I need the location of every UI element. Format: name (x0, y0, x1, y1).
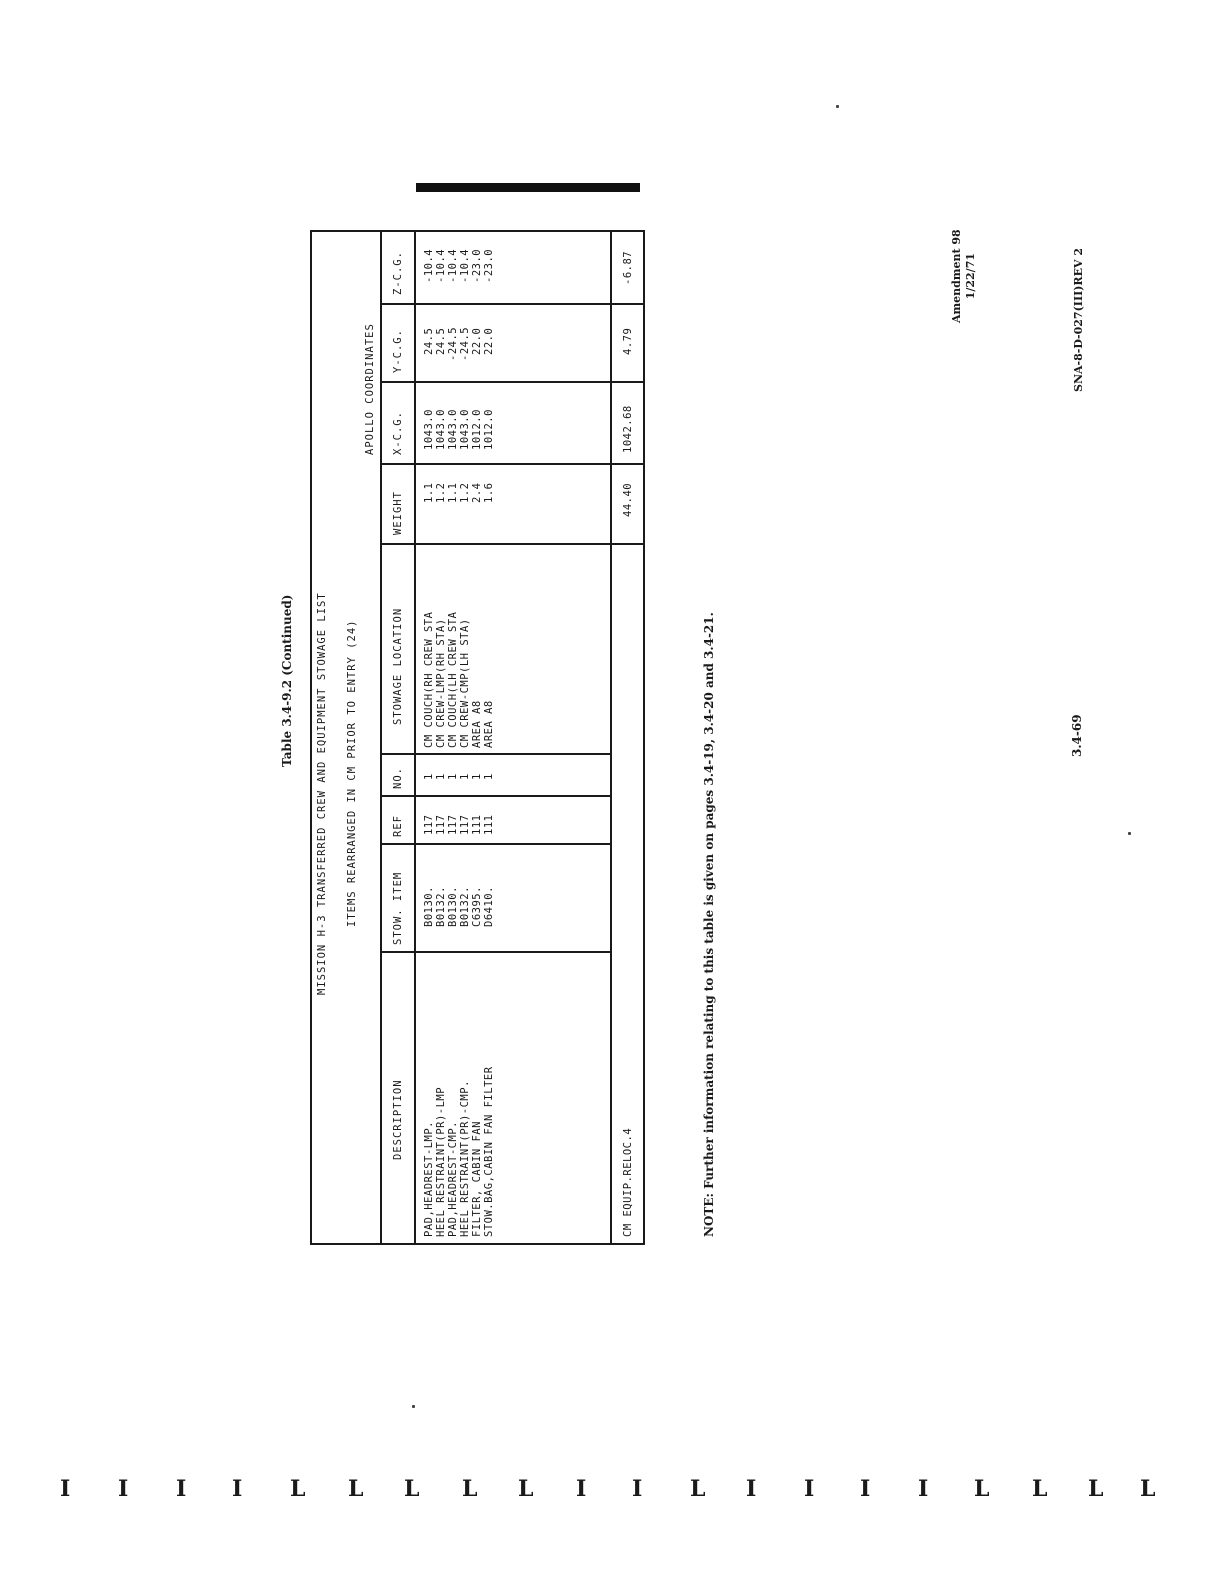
cell-no: 1 (483, 773, 495, 780)
cell-z-cg: -10.4 (423, 248, 435, 283)
cell-y-cg: 24.5 (435, 327, 447, 355)
cell-location: CM COUCH(LH CREW STA (447, 611, 459, 748)
table-note: NOTE: Further information relating to this table is given on pages 3.4-19, 3.4-20 and 3.4-21. (702, 612, 716, 1237)
cell-location: CM CREW-CMP(LH STA) (459, 618, 471, 748)
cell-y-cg: -24.5 (459, 326, 471, 361)
cell-description: STOW.BAG,CABIN FAN FILTER (483, 1066, 495, 1237)
registration-mark: L (462, 1476, 478, 1502)
apollo-coordinates-heading: APOLLO COORDINATES (364, 323, 376, 455)
registration-mark: L (1140, 1476, 1156, 1502)
cell-x-cg: 1012.0 (483, 409, 495, 450)
cell-location: AREA A8 (471, 700, 483, 748)
registration-mark: L (290, 1476, 306, 1502)
cell-weight: 1.1 (423, 482, 435, 503)
col-header-y-cg: Y-C.G. (392, 329, 404, 373)
cell-ref: 117 (435, 814, 447, 835)
cell-description: PAD,HEADREST-CMP. (447, 1121, 459, 1237)
cell-z-cg: -10.4 (435, 248, 447, 283)
cell-z-cg: -23.0 (471, 248, 483, 283)
cell-x-cg: 1012.0 (471, 409, 483, 450)
cell-description: PAD,HEADREST-LMP. (423, 1121, 435, 1237)
cell-weight: 1.1 (447, 482, 459, 503)
scan-speck (1128, 832, 1131, 835)
document-id: SNA-8-D-027(III)REV 2 (1072, 248, 1085, 392)
cell-z-cg: -23.0 (483, 248, 495, 283)
cell-ref: 117 (423, 814, 435, 835)
col-header-ref: REF (392, 815, 404, 837)
cell-z-cg: -10.4 (447, 248, 459, 283)
total-y-cg: 4.79 (622, 327, 634, 355)
cell-no: 1 (447, 773, 459, 780)
scan-speck (412, 1405, 415, 1408)
registration-mark: I (918, 1476, 929, 1502)
scan-speck (836, 105, 839, 108)
cell-x-cg: 1043.0 (435, 409, 447, 450)
cell-description: HEEL RESTRAINT(PR)-LMP (435, 1086, 447, 1237)
col-header-stow-item: STOW. ITEM (392, 871, 404, 945)
registration-mark: L (690, 1476, 706, 1502)
table-subtitle: ITEMS REARRANGED IN CM PRIOR TO ENTRY (24) (346, 619, 358, 927)
col-header-z-cg: Z-C.G. (392, 251, 404, 295)
cell-stow-item: B0132. (459, 886, 471, 927)
registration-mark: I (176, 1476, 187, 1502)
registration-mark: I (118, 1476, 129, 1502)
cell-location: CM CREW-LMP(RH STA) (435, 618, 447, 748)
col-sep (380, 543, 645, 545)
registration-mark: L (348, 1476, 364, 1502)
col-sep (380, 753, 610, 755)
cell-ref: 111 (483, 814, 495, 835)
cell-y-cg: 22.0 (483, 327, 495, 355)
col-header-no: NO. (392, 767, 404, 789)
registration-mark: I (746, 1476, 757, 1502)
cell-ref: 111 (471, 814, 483, 835)
table-title: MISSION H-3 TRANSFERRED CREW AND EQUIPMENT STOWAGE LIST (316, 592, 328, 995)
registration-mark: L (404, 1476, 420, 1502)
registration-mark: L (1088, 1476, 1104, 1502)
col-header-x-cg: X-C.G. (392, 411, 404, 455)
cell-stow-item: B0132. (435, 886, 447, 927)
cell-ref: 117 (447, 814, 459, 835)
col-header-stowage-location: STOWAGE LOCATION (392, 607, 404, 725)
registration-mark: I (860, 1476, 871, 1502)
cell-description: HEEL RESTRAINT(PR)-CMP. (459, 1080, 471, 1237)
cell-stow-item: B0130. (423, 886, 435, 927)
cell-location: CM COUCH(RH CREW STA (423, 611, 435, 748)
cell-stow-item: D6410. (483, 886, 495, 927)
cell-ref: 117 (459, 814, 471, 835)
registration-mark: I (804, 1476, 815, 1502)
cell-weight: 1.2 (459, 482, 471, 503)
registration-mark: L (518, 1476, 534, 1502)
registration-mark: I (576, 1476, 587, 1502)
cell-no: 1 (459, 773, 471, 780)
total-z-cg: -6.87 (622, 250, 634, 285)
amendment-header (950, 229, 978, 323)
registration-mark: L (974, 1476, 990, 1502)
col-sep (380, 303, 645, 305)
registration-mark: L (1032, 1476, 1048, 1502)
stowage-table (310, 230, 645, 1245)
total-weight: 44.40 (622, 482, 634, 517)
cell-weight: 1.2 (435, 482, 447, 503)
amendment-date: 1/22/71 (964, 252, 977, 300)
col-sep (380, 795, 610, 797)
total-label: CM EQUIP.RELOC.4 (622, 1127, 634, 1237)
cell-weight: 2.4 (471, 482, 483, 503)
table-caption: Table 3.4-9.2 (Continued) (280, 594, 294, 767)
cell-no: 1 (423, 773, 435, 780)
cell-z-cg: -10.4 (459, 248, 471, 283)
cell-y-cg: -24.5 (447, 326, 459, 361)
page-number: 3.4-69 (1070, 714, 1084, 757)
cell-x-cg: 1043.0 (459, 409, 471, 450)
black-bar-marking (416, 183, 640, 192)
registration-mark: I (632, 1476, 643, 1502)
cell-y-cg: 22.0 (471, 327, 483, 355)
col-header-description: DESCRIPTION (392, 1079, 404, 1160)
col-sep (380, 463, 645, 465)
col-header-weight: WEIGHT (392, 491, 404, 535)
col-sep (380, 951, 610, 953)
cell-no: 1 (471, 773, 483, 780)
cell-x-cg: 1043.0 (447, 409, 459, 450)
cell-y-cg: 24.5 (423, 327, 435, 355)
margin-registration-marks (60, 1478, 1160, 1502)
col-sep (380, 381, 645, 383)
total-x-cg: 1042.68 (622, 405, 634, 453)
cell-description: FILTER, CABIN FAN (471, 1121, 483, 1237)
cell-stow-item: C6395. (471, 886, 483, 927)
cell-x-cg: 1043.0 (423, 409, 435, 450)
cell-stow-item: B0130. (447, 886, 459, 927)
cell-location: AREA A8 (483, 700, 495, 748)
amendment-number: Amendment 98 (950, 229, 963, 323)
cell-weight: 1.6 (483, 482, 495, 503)
col-sep (380, 843, 610, 845)
registration-mark: I (232, 1476, 243, 1502)
cell-no: 1 (435, 773, 447, 780)
registration-mark: I (60, 1476, 71, 1502)
